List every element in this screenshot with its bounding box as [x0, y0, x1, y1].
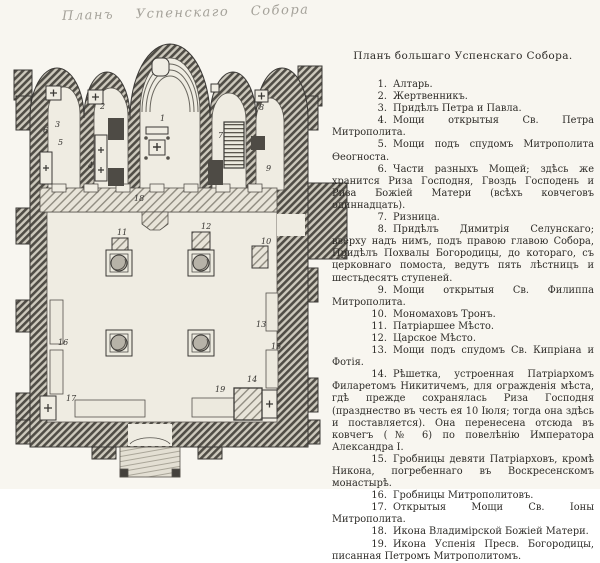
buttress	[198, 447, 222, 459]
buttress	[92, 447, 116, 459]
legend-item-number: 16.	[371, 490, 387, 502]
legend-item-text: Ризница.	[393, 212, 440, 224]
legend-item	[332, 309, 594, 321]
buttress	[16, 420, 30, 444]
plan-label-19: 19	[215, 385, 226, 394]
iconostasis-pier	[216, 184, 230, 192]
legend-item-text: Гробницы девяти Патріарховъ, кромѣ Никона, погребеннаго въ Воскресенскомъ монастырѣ.	[332, 453, 594, 490]
plan-label-14: 14	[247, 375, 258, 384]
plan-label-7: 7	[218, 131, 224, 140]
buttress	[308, 420, 320, 444]
reliquary-strip	[95, 135, 107, 181]
plan-label-15: 15	[271, 342, 282, 351]
legend-item	[332, 285, 594, 309]
legend-item	[332, 490, 594, 502]
legend-item-text: Мощи подъ спудомъ Митрополита Ѳеогноста.	[332, 139, 594, 163]
legend-item-number: 9.	[377, 284, 387, 296]
legend-item	[332, 454, 594, 490]
legend-item	[332, 91, 594, 103]
plan-label-18: 18	[134, 194, 145, 203]
legend-item-text: Мономаховъ Тронъ.	[393, 308, 496, 320]
legend-item-number: 12.	[371, 332, 387, 344]
buttress	[16, 393, 31, 423]
west-porch-floor	[120, 447, 180, 477]
legend-list	[332, 79, 594, 563]
legend-item	[332, 79, 594, 91]
legend-item-text: Алтарь.	[393, 79, 433, 90]
altar-pier	[251, 136, 265, 150]
tomb-row	[75, 400, 145, 417]
staircase	[224, 122, 244, 168]
plan-label-12: 12	[201, 222, 212, 231]
legend-item-text: Части разныхъ Мощей; здѣсь же хранится Риза Господня, Гвоздь Господень и Риза Божіей Матери (всѣхъ ковчеговъ одиннадцать).	[332, 163, 594, 211]
legend-item-number: 17.	[371, 502, 387, 514]
tomb-row	[50, 350, 63, 394]
filaret-grille	[234, 388, 262, 420]
iconostasis-pier	[150, 184, 164, 192]
legend-item-number: 14.	[371, 369, 387, 381]
legend-item-number: 3.	[377, 103, 387, 115]
south-door	[277, 214, 305, 236]
legend-item-text: Царское Мѣсто.	[393, 332, 476, 344]
plan-label-3: 3	[55, 120, 61, 129]
column	[188, 330, 214, 356]
iconostasis-pier	[84, 184, 98, 192]
plan-label-6: 6	[43, 126, 49, 135]
legend-item-text: Гробницы Митрополитовъ.	[393, 490, 534, 502]
legend-item-text: Придѣлъ Димитрія Селунскаго; вверху надъ нимъ, подъ правою главою Собора, Придѣлъ Похвалы Богородицы, до котораго, съ церковнаго помоста, ведутъ пять лѣстницъ и шестьдесятъ ступеней.	[332, 224, 594, 284]
legend-item	[332, 224, 594, 284]
plan-label-5: 5	[58, 138, 64, 147]
column	[106, 250, 132, 276]
legend-item	[332, 526, 594, 538]
plan-label-10: 10	[261, 237, 272, 246]
tomb-row	[266, 293, 278, 331]
column	[188, 250, 214, 276]
legend-item-text: Придѣлъ Петра и Павла.	[393, 103, 522, 115]
legend-item-number: 18.	[371, 526, 387, 538]
plan-label-17: 17	[66, 394, 77, 403]
tomb-row	[192, 398, 238, 417]
sanctuary-room	[140, 58, 200, 190]
plan-label-1: 1	[160, 114, 166, 123]
column	[106, 330, 132, 356]
legend-item-text: Жертвенникъ.	[393, 91, 468, 103]
chapel-room	[48, 87, 80, 190]
plan-label-8: 8	[259, 103, 265, 112]
legend-item-number: 19.	[371, 538, 387, 550]
plan-label-9: 9	[266, 164, 272, 173]
plan-label-13: 13	[256, 320, 267, 329]
altar-pier	[208, 160, 223, 185]
legend-item-text: Икона Успенія Пресв. Богородицы, писанная Петромъ Митрополитомъ.	[332, 538, 594, 562]
ambo	[142, 212, 168, 230]
legend-item-number: 4.	[377, 115, 387, 127]
shrine-box	[211, 84, 219, 92]
legend-item-number: 5.	[377, 139, 387, 151]
legend-item-text: Рѣшетка, устроенная Патріархомъ Филаретомъ Никитичемъ, для огражденія мѣста, гдѣ прежде сохранялась Риза Господня (празднество въ честь ея 10 Іюля; тогда она здѣсь и поставляется). Она перенесена отсюда въ ковчегъ (№ 6) по повелѣнію Императора Александра I.	[332, 369, 594, 453]
handwritten-title: Планъ Успенскаго Собора	[61, 2, 310, 25]
tomb-row	[266, 350, 278, 388]
legend-item-number: 13.	[371, 345, 387, 357]
iconostasis-pier	[52, 184, 66, 192]
legend-item-text: Мощи открытыя Св. Петра Митрополита.	[332, 115, 594, 139]
altar-pier	[108, 118, 124, 140]
legend-item	[332, 164, 594, 212]
plan-label-16: 16	[58, 338, 69, 347]
legend-item	[332, 333, 594, 345]
legend-item-number: 2.	[377, 91, 387, 103]
legend-item-number: 1.	[377, 79, 387, 90]
legend-item-number: 8.	[377, 224, 387, 236]
legend-item-text: Патріаршее Мѣсто.	[393, 320, 494, 332]
high-place	[152, 58, 169, 76]
legend-item-number: 10.	[371, 308, 387, 320]
plan-label-4: 4	[88, 161, 94, 170]
legend-item	[332, 115, 594, 139]
legend-item-number: 6.	[377, 163, 387, 175]
legend-item	[332, 539, 594, 563]
iconostasis-pier	[248, 184, 262, 192]
legend-item	[332, 139, 594, 163]
iconostasis-pier	[184, 184, 198, 192]
legend-item-text: Мощи открытыя Св. Филиппа Митрополита.	[332, 284, 594, 308]
buttress	[16, 208, 31, 244]
legend-column	[332, 50, 594, 563]
legend-item-text: Икона Владимірской Божіей Матери.	[393, 526, 589, 538]
plan-label-2: 2	[100, 102, 106, 111]
legend-item-text: Мощи подъ спудомъ Св. Кипріана и Фотія.	[332, 345, 594, 369]
legend-item	[332, 212, 594, 224]
porch-post	[172, 469, 180, 477]
legend-item-number: 7.	[377, 212, 387, 224]
legend-item	[332, 321, 594, 333]
tsar-place	[192, 232, 210, 249]
legend-item	[332, 502, 594, 526]
buttress	[16, 300, 31, 332]
porch-post	[120, 469, 128, 477]
altar-pier	[108, 168, 124, 186]
legend-item	[332, 345, 594, 369]
legend-item	[332, 103, 594, 115]
legend-title: Планъ большаго Успенскаго Собора.	[353, 50, 573, 62]
legend-item-text: Открытыя Мощи Св. Іоны Митрополита.	[332, 502, 594, 526]
buttress	[16, 96, 31, 130]
legend-item-number: 11.	[371, 320, 387, 332]
west-door	[128, 424, 172, 446]
plan-label-11: 11	[117, 228, 128, 237]
monomakh-throne	[252, 246, 268, 268]
legend-item-number: 15.	[371, 453, 387, 465]
legend-item	[332, 369, 594, 454]
